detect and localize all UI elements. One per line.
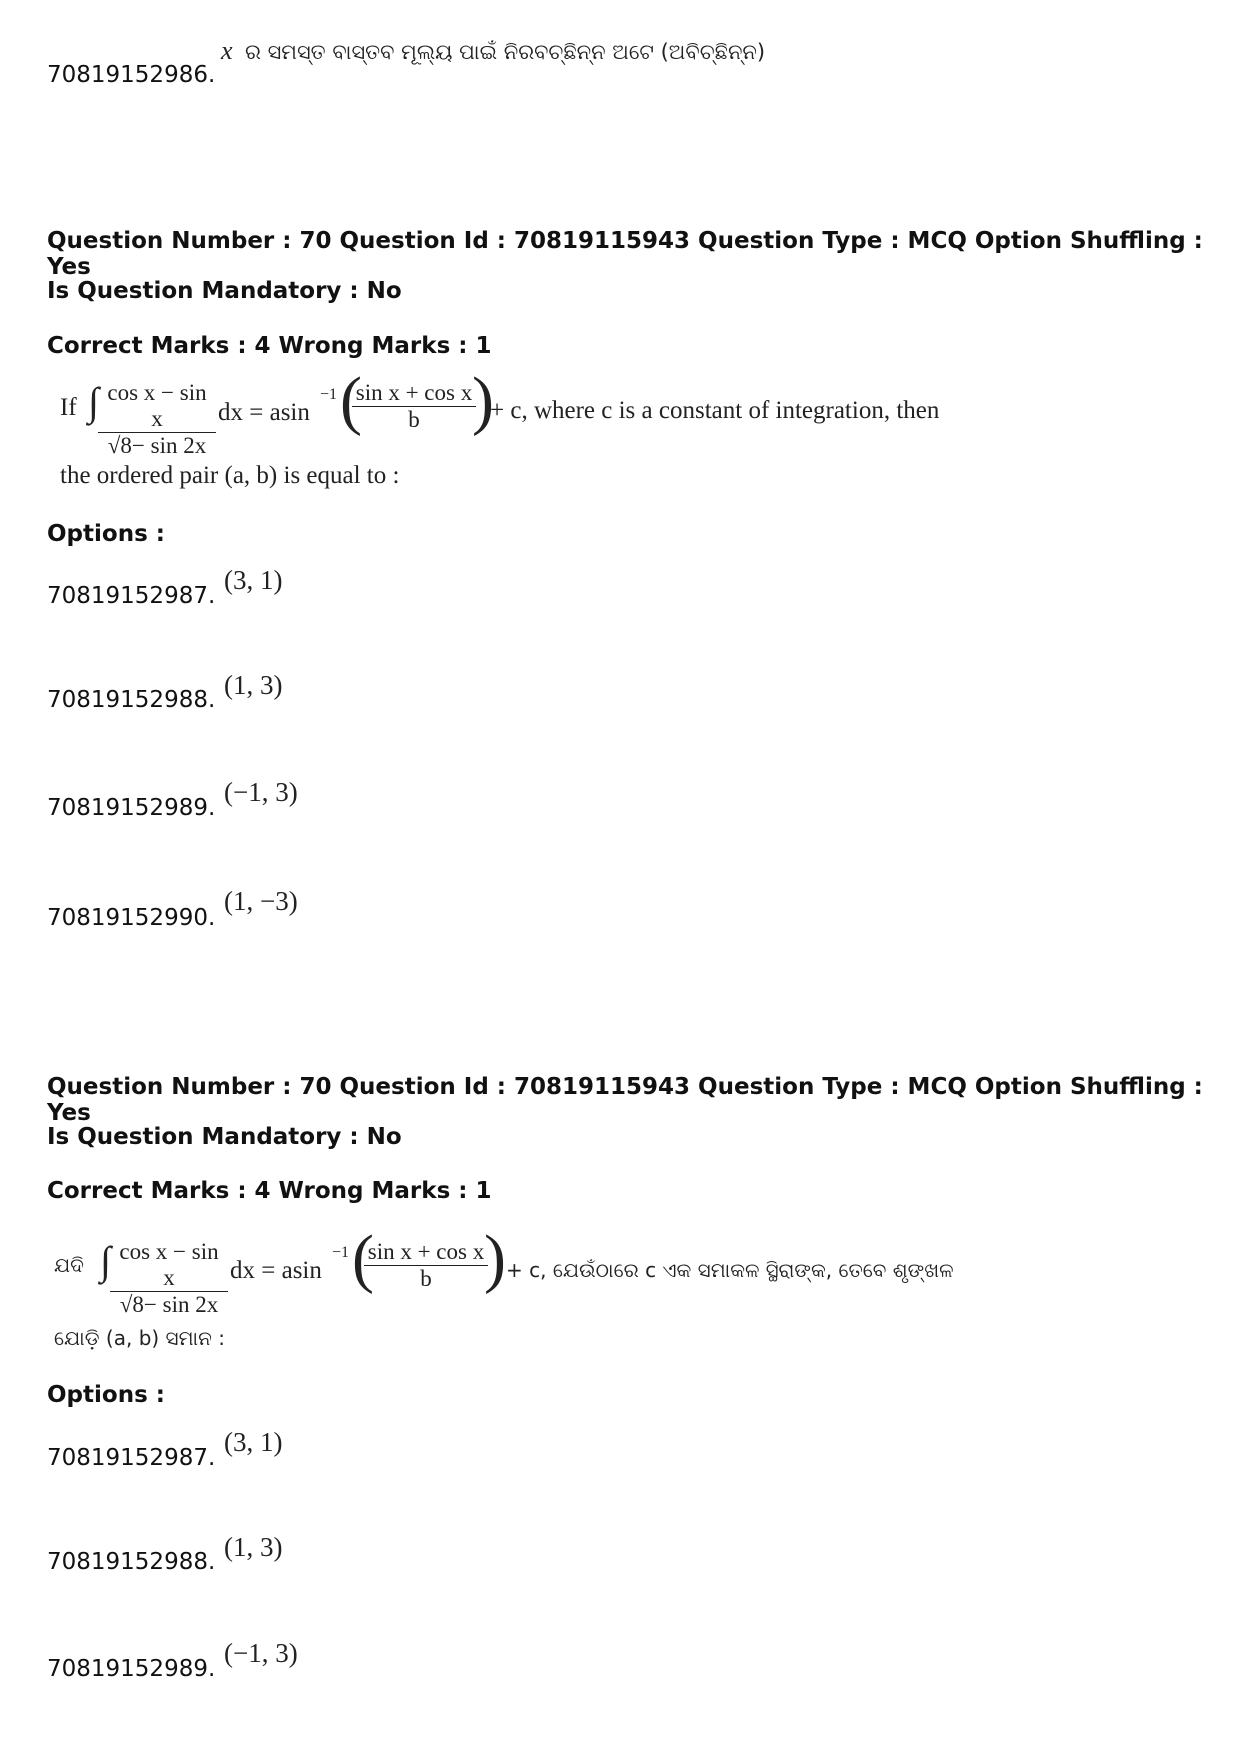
option-value: (3, 1) [224,565,283,595]
option-variable: x [221,36,233,65]
inner-denominator: b [420,1266,432,1291]
option-id: 70819152989. [47,1656,216,1682]
inner-fraction [364,1239,488,1292]
options-label: Options : [47,521,165,547]
option-value: (1, −3) [224,886,298,916]
inner-denominator: b [408,407,420,432]
option-id: 70819152987. [47,583,216,609]
question-line-2: the ordered pair (a, b) is equal to : [60,462,400,489]
question-line-2: ଯୋଡ଼ି (a, b) ସମାନ : [54,1326,225,1350]
dx-equals: dx = asin [218,399,310,426]
option-value: (−1, 3) [224,1638,298,1668]
right-paren: ) [484,1222,506,1295]
question-prefix: If [60,394,77,421]
question-marks: Correct Marks : 4 Wrong Marks : 1 [47,333,492,359]
integrand-denominator: √8− sin 2x [107,433,207,458]
option-value: (3, 1) [224,1427,283,1457]
integrand-fraction [110,1239,228,1318]
option-id: 70819152989. [47,795,216,821]
integral-sign: ∫ [100,1238,111,1283]
option-id: 70819152987. [47,1445,216,1471]
integrand-denominator: √8− sin 2x [119,1292,219,1317]
question-header: Question Number : 70 Question Id : 70819115943 Question Type : MCQ Option Shuffling : Yes [47,1074,1203,1126]
option-odia-text: ର ସମସ୍ତ ବାସ୍ତବ ମୂଲ୍ୟ ପାଇଁ ନିରବଚ୍ଛିନ୍ନ ଅଟେ (ଅବିଚ୍ଛିନ୍ନ) [245,40,766,64]
integrand-numerator: cos x − sin x [119,1239,219,1290]
formula-tail: + c, where c is a constant of integration, then [490,397,940,424]
option-id: 70819152988. [47,687,216,713]
inner-fraction [352,380,476,433]
option-id: 70819152988. [47,1549,216,1575]
option-value: (−1, 3) [224,777,298,807]
inner-numerator: sin x + cos x [355,380,473,405]
question-mandatory: Is Question Mandatory : No [47,278,402,304]
question-mandatory: Is Question Mandatory : No [47,1124,402,1150]
option-value: (1, 3) [224,670,283,700]
left-paren: ( [352,1222,374,1295]
option-value: (1, 3) [224,1532,283,1562]
integrand-fraction [98,380,216,459]
options-label: Options : [47,1382,165,1408]
inverse-superscript: −1 [320,386,338,403]
integral-sign: ∫ [88,379,99,424]
left-paren: ( [340,364,362,437]
question-prefix: ଯଦି [54,1253,84,1277]
integrand-numerator: cos x − sin x [107,380,207,431]
question-header: Question Number : 70 Question Id : 70819115943 Question Type : MCQ Option Shuffling : Yes [47,228,1203,280]
inner-numerator: sin x + cos x [367,1239,485,1264]
question-marks: Correct Marks : 4 Wrong Marks : 1 [47,1178,492,1204]
inverse-superscript: −1 [332,1244,350,1261]
right-paren: ) [472,364,494,437]
option-id: 70819152986. [47,62,216,88]
formula-tail: + c, ଯେଉଁଠାରେ c ଏକ ସମାକଳ ସ୍ଥିରାଙ୍କ, ତେବେ ଶୃଙ୍ଖଳ [506,1258,954,1282]
option-id: 70819152990. [47,905,216,931]
dx-equals: dx = asin [230,1257,322,1284]
